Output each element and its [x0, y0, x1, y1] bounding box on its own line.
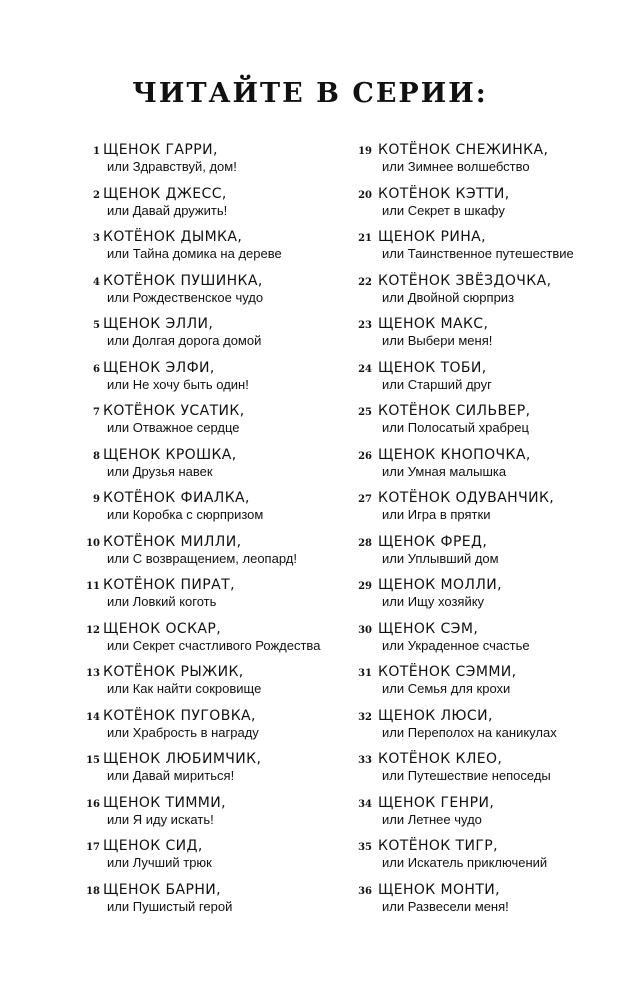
entry-subtitle: или Лучший трюк [107, 855, 212, 870]
entry-subtitle: или Секрет в шкафу [382, 202, 505, 218]
entry-title: КОТЁНОК ТИГР, [378, 838, 498, 854]
entry-title: КОТЁНОК ПУШИНКА, [103, 272, 263, 289]
series-entry [78, 229, 348, 273]
entry-subtitle: или Таинственное путешествие [382, 246, 574, 261]
entry-text [378, 708, 557, 741]
entry-subtitle: или Развесели меня! [382, 898, 509, 914]
entry-number: 30 [358, 624, 372, 636]
entry-title: ЩЕНОК ЛЮСИ, [378, 707, 493, 724]
entry-title: КОТЁНОК СНЕЖИНКА, [378, 142, 549, 158]
entry-title: ЩЕНОК СЭМ, [378, 620, 479, 637]
entry-subtitle: или Как найти сокровище [107, 681, 262, 696]
entry-number: 8 [93, 450, 100, 462]
entry-subtitle: или Друзья навек [107, 463, 213, 479]
entry-subtitle: или Тайна домика на дереве [107, 246, 282, 261]
entry-subtitle: или Храбрость в награду [107, 724, 259, 740]
series-entry [78, 577, 348, 621]
entry-text [378, 360, 492, 393]
entry-title: ЩЕНОК ЛЮБИМЧИК, [103, 751, 262, 767]
entry-number: 17 [86, 842, 100, 853]
entry-text [378, 142, 548, 175]
entry-subtitle: или Летнее чудо [382, 811, 482, 827]
entry-text [378, 447, 531, 480]
series-entry [78, 273, 348, 317]
entry-number: 14 [86, 711, 100, 723]
entry-number: 25 [358, 407, 372, 418]
entry-text [378, 751, 551, 784]
entry-text [103, 142, 237, 175]
series-entry [356, 490, 618, 534]
series-entry [356, 838, 618, 882]
entry-number: 15 [86, 755, 100, 766]
entry-text [378, 273, 551, 306]
entry-text [103, 751, 261, 784]
entry-number: 16 [86, 798, 100, 810]
series-entry [356, 664, 618, 708]
entry-text [103, 838, 212, 871]
entry-text [378, 229, 574, 262]
entry-title: ЩЕНОК РИНА, [378, 229, 486, 245]
entry-subtitle: или Здравствуй, дом! [107, 159, 237, 174]
entry-number: 7 [93, 407, 100, 418]
entry-title: ЩЕНОК ГЕНРИ, [378, 794, 495, 811]
entry-subtitle: или Украденное счастье [382, 637, 530, 653]
entry-number: 13 [86, 668, 100, 679]
entry-number: 35 [358, 842, 372, 853]
entry-number: 12 [86, 624, 100, 636]
series-entry [356, 534, 618, 578]
series-entry [356, 316, 618, 360]
series-entry [78, 534, 348, 578]
series-entry [78, 708, 348, 752]
entry-subtitle: или Отважное сердце [107, 420, 240, 435]
entry-number: 36 [358, 885, 372, 897]
series-entry [356, 621, 618, 665]
entry-title: КОТЁНОК МИЛЛИ, [103, 533, 242, 550]
entry-subtitle: или Переполох на каникулах [382, 724, 557, 740]
entry-subtitle: или Давай мириться! [107, 768, 235, 783]
series-entry [356, 447, 618, 491]
entry-title: КОТЁНОК УСАТИК, [103, 403, 245, 419]
series-entry [78, 316, 348, 360]
entry-text [378, 795, 494, 828]
series-entry [78, 490, 348, 534]
entry-text [103, 316, 261, 349]
entry-text [103, 229, 282, 262]
entry-subtitle: или Семья для крохи [382, 681, 511, 696]
entry-text [378, 664, 517, 697]
entry-number: 23 [358, 320, 372, 331]
entry-number: 11 [86, 581, 100, 592]
entry-number: 34 [358, 798, 372, 810]
series-heading: ЧИТАЙТЕ В СЕРИИ: [132, 78, 488, 109]
entry-number: 28 [358, 537, 372, 549]
entry-number: 5 [93, 320, 100, 331]
entry-subtitle: или С возвращением, леопард! [107, 550, 297, 566]
entry-text [378, 577, 502, 610]
entry-text [103, 664, 261, 697]
entry-subtitle: или Коробка с сюрпризом [107, 507, 264, 522]
entry-title: КОТЁНОК ПИРАТ, [103, 577, 235, 593]
entry-title: ЩЕНОК ТИММИ, [103, 794, 227, 811]
entry-title: КОТЁНОК КЭТТИ, [378, 185, 510, 202]
series-entry [78, 621, 348, 665]
entry-text [378, 882, 509, 915]
entry-text [378, 838, 547, 871]
entry-subtitle: или Старший друг [382, 376, 492, 392]
entry-number: 24 [358, 363, 372, 375]
entry-title: ЩЕНОК ЭЛЛИ, [103, 316, 214, 332]
entry-number: 19 [358, 146, 372, 157]
entry-text [378, 621, 530, 654]
entry-number: 32 [358, 711, 372, 723]
entry-subtitle: или Долгая дорога домой [107, 333, 262, 348]
entry-title: КОТЁНОК ЗВЁЗДОЧКА, [378, 272, 552, 289]
entry-text [103, 186, 227, 219]
entry-title: КОТЁНОК ФИАЛКА, [103, 490, 250, 506]
entry-text [103, 273, 263, 306]
entry-subtitle: или Рождественское чудо [107, 289, 264, 305]
series-entry [78, 142, 348, 186]
entry-text [103, 882, 232, 915]
series-entry [78, 447, 348, 491]
series-entry [78, 838, 348, 882]
series-entry [356, 403, 618, 447]
entry-subtitle: или Не хочу быть один! [107, 376, 249, 392]
entry-text [378, 534, 499, 567]
entry-number: 22 [358, 276, 372, 288]
entry-number: 31 [358, 668, 372, 679]
entry-title: КОТЁНОК СЭММИ, [378, 664, 517, 680]
entry-title: ЩЕНОК СИД, [103, 838, 203, 854]
entry-subtitle: или Игра в прятки [382, 507, 491, 522]
series-entry [78, 403, 348, 447]
entry-number: 29 [358, 581, 372, 592]
entry-subtitle: или Уплывший дом [382, 550, 499, 566]
series-entry [356, 708, 618, 752]
entry-text [103, 360, 249, 393]
entry-number: 26 [358, 450, 372, 462]
entry-text [103, 577, 235, 610]
series-entry [78, 795, 348, 839]
entry-title: ЩЕНОК ОСКАР, [103, 620, 222, 637]
series-entry [356, 186, 618, 230]
entry-subtitle: или Ловкий коготь [107, 594, 217, 609]
entry-text [103, 403, 245, 436]
entry-subtitle: или Зимнее волшебство [382, 159, 530, 174]
entry-title: ЩЕНОК МОНТИ, [378, 881, 500, 898]
entry-title: ЩЕНОК ЭЛФИ, [103, 359, 215, 376]
entry-subtitle: или Двойной сюрприз [382, 289, 515, 305]
entry-title: ЩЕНОК ТОБИ, [378, 359, 487, 376]
entry-subtitle: или Путешествие непоседы [382, 768, 551, 783]
entry-subtitle: или Умная малышка [382, 463, 507, 479]
entry-text [378, 186, 510, 219]
entry-number: 21 [358, 233, 372, 244]
entry-number: 10 [86, 537, 100, 549]
series-entry [356, 142, 618, 186]
entry-number: 6 [93, 363, 100, 375]
series-entry [78, 882, 348, 926]
entry-text [378, 490, 554, 523]
series-entry [356, 273, 618, 317]
entry-text [378, 403, 530, 436]
series-list-left [78, 142, 348, 925]
entry-title: ЩЕНОК ГАРРИ, [103, 142, 218, 158]
entry-text [103, 708, 259, 741]
entry-text [103, 447, 237, 480]
entry-subtitle: или Полосатый храбрец [382, 420, 529, 435]
entry-title: ЩЕНОК КРОШКА, [103, 446, 237, 463]
entry-subtitle: или Пушистый герой [107, 898, 233, 914]
entry-text [103, 621, 320, 654]
entry-title: КОТЁНОК ПУГОВКА, [103, 707, 256, 724]
entry-title: ЩЕНОК МАКС, [378, 316, 489, 332]
series-entry [356, 229, 618, 273]
entry-number: 2 [93, 189, 100, 201]
entry-title: КОТЁНОК ДЫМКА, [103, 229, 243, 245]
entry-title: ЩЕНОК КНОПОЧКА, [378, 446, 531, 463]
entry-number: 3 [93, 233, 100, 244]
entry-title: КОТЁНОК РЫЖИК, [103, 664, 244, 680]
entry-subtitle: или Давай дружить! [107, 202, 228, 218]
entry-subtitle: или Я иду искать! [107, 811, 214, 827]
entry-title: ЩЕНОК ФРЕД, [378, 533, 488, 550]
series-entry [356, 360, 618, 404]
series-entry [356, 795, 618, 839]
entry-text [103, 490, 263, 523]
entry-number: 20 [358, 189, 372, 201]
entry-subtitle: или Ищу хозяйку [382, 594, 485, 609]
entry-text [378, 316, 492, 349]
entry-number: 27 [358, 494, 372, 505]
entry-number: 18 [86, 885, 100, 897]
entry-subtitle: или Секрет счастливого Рождества [107, 637, 321, 653]
entry-title: КОТЁНОК СИЛЬВЕР, [378, 403, 531, 419]
entry-text [103, 534, 297, 567]
entry-number: 4 [93, 276, 100, 288]
entry-title: ЩЕНОК МОЛЛИ, [378, 577, 502, 593]
entry-title: КОТЁНОК КЛЕО, [378, 751, 503, 767]
entry-number: 1 [93, 146, 100, 157]
series-entry [356, 577, 618, 621]
series-entry [78, 664, 348, 708]
series-entry [356, 751, 618, 795]
entry-text [103, 795, 226, 828]
entry-number: 9 [93, 494, 100, 505]
entry-title: ЩЕНОК БАРНИ, [103, 881, 221, 898]
entry-title: ЩЕНОК ДЖЕСС, [103, 185, 227, 202]
series-entry [78, 751, 348, 795]
entry-number: 33 [358, 755, 372, 766]
series-entry [78, 360, 348, 404]
series-entry [356, 882, 618, 926]
series-list-right [356, 142, 618, 925]
series-entry [78, 186, 348, 230]
entry-subtitle: или Искатель приключений [382, 855, 548, 870]
entry-subtitle: или Выбери меня! [382, 333, 493, 348]
entry-title: КОТЁНОК ОДУВАНЧИК, [378, 490, 555, 506]
